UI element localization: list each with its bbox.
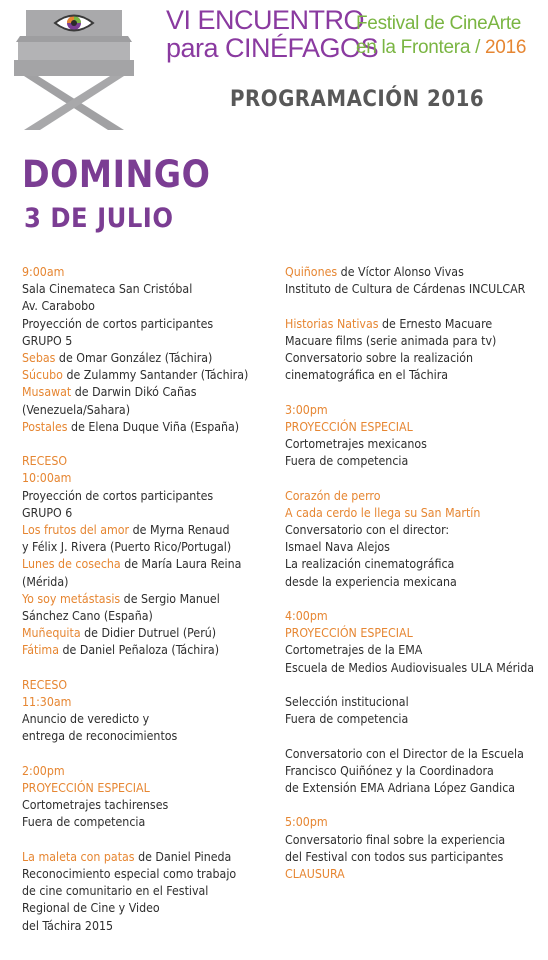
highlight-text: Postales <box>22 419 68 434</box>
highlight-text: Quiñones <box>285 265 338 279</box>
day-heading: DOMINGO <box>22 153 211 196</box>
body-text: Av. Carabobo <box>22 299 95 314</box>
highlight-text: Sebas <box>22 351 56 366</box>
schedule-line <box>285 849 543 866</box>
body-text: entrega de reconocimientos <box>22 729 178 744</box>
body-text: Reconocimiento especial como trabajo <box>22 867 237 882</box>
schedule-line <box>22 453 274 470</box>
schedule-line <box>22 866 274 883</box>
schedule-line <box>22 333 274 350</box>
schedule-line <box>22 814 274 831</box>
schedule-line <box>22 470 274 487</box>
schedule-line <box>285 866 543 883</box>
schedule-block <box>285 316 543 385</box>
highlight-text: 5:00pm <box>285 815 328 830</box>
schedule-line <box>22 677 274 694</box>
schedule-line <box>22 849 274 866</box>
schedule-line <box>22 350 274 367</box>
body-text: Anuncio de veredicto y <box>22 712 150 727</box>
schedule-line <box>285 539 543 556</box>
body-text: Fuera de competencia <box>285 454 409 469</box>
event-title <box>166 4 379 64</box>
body-text: Conversatorio con el director: <box>285 523 450 537</box>
schedule-line <box>285 625 543 642</box>
schedule-line <box>285 436 543 453</box>
schedule-line <box>22 918 274 935</box>
schedule-line <box>285 660 543 677</box>
body-text: de Omar González (Táchira) <box>55 351 213 366</box>
directors-chair-logo-icon <box>14 6 134 130</box>
schedule-block <box>285 814 543 883</box>
schedule-line <box>22 298 274 315</box>
schedule-line <box>22 539 274 556</box>
body-text: Instituto de Cultura de Cárdenas INCULCAR <box>285 282 526 297</box>
body-text: desde la experiencia mexicana <box>285 574 457 589</box>
body-text: Cortometrajes mexicanos <box>285 437 427 451</box>
schedule-line <box>22 574 274 591</box>
schedule-line <box>285 763 543 780</box>
highlight-text: 11:30am <box>22 695 72 710</box>
highlight-text: La maleta con patas <box>22 849 135 864</box>
body-text: Regional de Cine y Video <box>22 901 160 916</box>
schedule-line <box>22 488 274 505</box>
highlight-text: 4:00pm <box>285 609 328 623</box>
highlight-text: Muñequita <box>22 626 81 641</box>
body-text: Macuare films (serie animada para tv) <box>285 333 497 348</box>
body-text: Fuera de competencia <box>285 712 409 727</box>
schedule-line <box>285 316 543 333</box>
schedule-line <box>285 642 543 659</box>
body-text: cinematográfica en el Táchira <box>285 368 449 383</box>
schedule-block <box>22 453 274 659</box>
body-text: de Didier Dutruel (Perú) <box>80 626 217 641</box>
body-text: GRUPO 6 <box>22 505 73 520</box>
schedule-line <box>22 505 274 522</box>
schedule-line <box>285 608 543 625</box>
body-text: de María Laura Reina <box>120 557 242 572</box>
schedule-block <box>285 746 543 798</box>
schedule-line <box>285 574 543 591</box>
schedule-line <box>285 522 543 539</box>
body-text: (Mérida) <box>22 574 69 589</box>
body-text: de Zulammy Santander (Táchira) <box>62 368 249 383</box>
schedule-block <box>22 264 274 436</box>
highlight-text: RECESO <box>22 454 68 469</box>
body-text: de cine comunitario en el Festival <box>22 884 209 899</box>
schedule-line <box>22 763 274 780</box>
body-text: Ismael Nava Alejos <box>285 540 390 555</box>
highlight-text: Historias Nativas <box>285 316 379 331</box>
body-text: Escuela de Medios Audiovisuales ULA Mérida <box>285 660 535 675</box>
body-text: Cortometrajes tachirenses <box>22 798 169 813</box>
schedule-line <box>22 900 274 917</box>
schedule-line <box>285 814 543 831</box>
highlight-text: 3:00pm <box>285 402 328 417</box>
body-text: Conversatorio final sobre la experiencia <box>285 832 506 847</box>
body-text: y Félix J. Rivera (Puerto Rico/Portugal) <box>22 540 232 555</box>
schedule-line <box>22 694 274 711</box>
schedule-line <box>22 883 274 900</box>
body-text: del Festival con todos sus participantes <box>285 849 504 864</box>
schedule-block <box>285 608 543 677</box>
schedule-line <box>22 281 274 298</box>
event-title-line2: para CINÉFAGOS <box>166 33 379 63</box>
highlight-text: RECESO <box>22 677 68 692</box>
body-text: Selección institucional <box>285 695 409 709</box>
highlight-text: CLAUSURA <box>285 867 345 881</box>
festival-year: 2016 <box>485 37 527 58</box>
body-text: Francisco Quiñónez y la Coordinadora <box>285 763 494 778</box>
schedule-line <box>285 350 543 367</box>
schedule-line <box>285 402 543 419</box>
body-text: de Elena Duque Viña (España) <box>67 419 240 434</box>
schedule-line <box>22 522 274 539</box>
body-text: de Myrna Renaud <box>129 523 230 538</box>
body-text: Sánchez Cano (España) <box>22 609 153 624</box>
programacion-heading: PROGRAMACIÓN 2016 <box>230 87 485 112</box>
highlight-text: PROYECCIÓN ESPECIAL <box>285 419 413 434</box>
schedule-line <box>22 642 274 659</box>
highlight-text: Musawat <box>22 385 72 400</box>
highlight-text: Yo soy metástasis <box>22 591 121 606</box>
schedule-line <box>22 264 274 281</box>
schedule-line <box>22 384 274 401</box>
schedule-line <box>22 591 274 608</box>
schedule-line <box>285 281 543 298</box>
festival-title-line1: Festival de CineArte <box>356 13 522 34</box>
schedule-line <box>22 711 274 728</box>
schedule-line <box>22 797 274 814</box>
schedule-block <box>22 677 274 746</box>
highlight-text: Lunes de cosecha <box>22 557 121 572</box>
body-text: Conversatorio sobre la realización <box>285 351 474 365</box>
body-text: Proyección de cortos participantes <box>22 316 214 331</box>
highlight-text: 2:00pm <box>22 763 65 778</box>
schedule-line <box>22 316 274 333</box>
schedule-line <box>285 419 543 436</box>
schedule-line <box>285 453 543 470</box>
schedule-line <box>285 694 543 711</box>
schedule-block <box>22 763 274 832</box>
schedule-block <box>285 488 543 591</box>
schedule-line <box>22 402 274 419</box>
body-text: GRUPO 5 <box>22 333 73 348</box>
highlight-text: Súcubo <box>22 368 63 383</box>
schedule-line <box>285 333 543 350</box>
body-text: de Ernesto Macuare <box>378 316 493 331</box>
body-text: de Daniel Peñaloza (Táchira) <box>58 643 220 658</box>
schedule-block <box>285 402 543 471</box>
schedule-left-column <box>22 264 274 952</box>
schedule-line <box>285 780 543 797</box>
body-text: de Darwin Dikó Cañas <box>71 385 197 400</box>
highlight-text: 9:00am <box>22 265 65 279</box>
schedule-line <box>22 556 274 573</box>
festival-title <box>356 12 546 60</box>
body-text: de Sergio Manuel <box>120 591 220 606</box>
body-text: del Táchira 2015 <box>22 918 114 933</box>
highlight-text: 10:00am <box>22 471 72 486</box>
schedule-block <box>285 694 543 728</box>
schedule-line <box>285 367 543 384</box>
body-text: Cortometrajes de la EMA <box>285 643 423 658</box>
schedule-line <box>285 264 543 281</box>
date-heading: 3 DE JULIO <box>24 203 174 234</box>
highlight-text: A cada cerdo le llega su San Martín <box>285 505 481 520</box>
schedule-line <box>22 419 274 436</box>
schedule-block <box>22 849 274 935</box>
body-text: de Víctor Alonso Vivas <box>337 265 464 279</box>
body-text: de Extensión EMA Adriana López Gandica <box>285 781 516 795</box>
schedule-line <box>285 711 543 728</box>
body-text: La realización cinematográfica <box>285 557 455 572</box>
schedule-line <box>285 556 543 573</box>
schedule-line <box>285 832 543 849</box>
body-text: Fuera de competencia <box>22 815 146 830</box>
body-text: Conversatorio con el Director de la Escuela <box>285 746 524 761</box>
schedule-line <box>22 728 274 745</box>
schedule-line <box>285 488 543 505</box>
schedule-line <box>285 746 543 763</box>
event-title-line1: VI ENCUENTRO <box>166 5 365 35</box>
schedule-right-column <box>285 264 543 900</box>
highlight-text: Los frutos del amor <box>22 523 130 538</box>
highlight-text: Fátima <box>22 643 59 658</box>
schedule-line <box>285 505 543 522</box>
highlight-text: Corazón de perro <box>285 488 381 503</box>
body-text: de Daniel Pineda <box>134 849 232 864</box>
festival-title-line2: en la Frontera / <box>356 37 486 58</box>
schedule-line <box>22 625 274 642</box>
highlight-text: PROYECCIÓN ESPECIAL <box>22 781 150 796</box>
body-text: Proyección de cortos participantes <box>22 488 214 503</box>
schedule-line <box>22 367 274 384</box>
body-text: Sala Cinemateca San Cristóbal <box>22 282 193 297</box>
highlight-text: PROYECCIÓN ESPECIAL <box>285 626 413 641</box>
body-text: (Venezuela/Sahara) <box>22 402 131 417</box>
schedule-line <box>22 608 274 625</box>
schedule-block <box>285 264 543 298</box>
schedule-line <box>22 780 274 797</box>
